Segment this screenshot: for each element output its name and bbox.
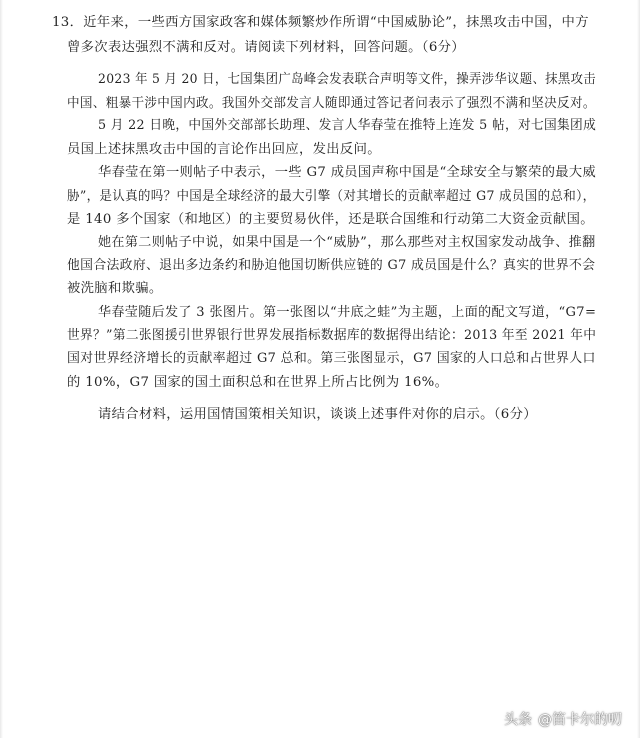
material-p5-line-2: 世界？”第二张图援引世界银行世界发展指标数据库的数据得出结论：2013 年至 2021 年中 <box>67 328 597 343</box>
material-p4-line-1: 她在第二则帖子中说，如果中国是一个“威胁”，那么那些对主权国家发动战争、推翻 <box>98 235 596 250</box>
material-p4-line-3: 被洗脑和欺骗。 <box>67 281 163 296</box>
toutiao-watermark <box>504 708 622 730</box>
question-line-1: 13．近年来，一些西方国家政客和媒体频繁炒作所谓“中国威胁论”，抹黑攻击中国，中方 <box>52 15 589 30</box>
task-line: 请结合材料，运用国情国策相关知识，谈谈上述事件对你的启示。（6分） <box>98 407 537 422</box>
material-p5-line-4: 的 10%，G7 国家的国土面积总和在世界上所占比例为 16%。 <box>67 375 449 390</box>
material-p4-line-2: 他国合法政府、退出多边条约和胁迫他国切断供应链的 G7 成员国是什么？真实的世界不会 <box>67 258 596 273</box>
material-p2-line-1: 5 月 22 日晚，中国外交部部长助理、发言人华春莹在推特上连发 5 帖，对七国集团成 <box>98 118 597 133</box>
material-p1-line-2: 中国、粗暴干涉中国内政。我国外交部发言人随即通过答记者问表示了强烈不满和坚决反对。 <box>67 96 596 111</box>
material-p3-line-3: 是 140 多个国家（和地区）的主要贸易伙伴，还是联合国维和行动第二大资金贡献国。 <box>67 212 594 227</box>
material-p5-line-1: 华春莹随后发了 3 张图片。第一张图以“井底之蛙”为主题，上面的配文写道，“G7= <box>98 305 597 320</box>
material-p1-line-1: 2023 年 5 月 20 日，七国集团广岛峰会发表联合声明等文件，操弄涉华议题、抹黑攻击 <box>98 72 596 87</box>
material-p3-line-2: 胁”，是认真的吗？中国是全球经济的最大引擎（对其增长的贡献率超过 G7 成员国的总和）， <box>67 189 596 204</box>
material-p3-line-1: 华春莹在第一则帖子中表示，一些 G7 成员国声称中国是“全球安全与繁荣的最大威 <box>98 165 597 180</box>
material-p2-line-2: 员国上述抹黑攻击中国的言论作出回应，发出反问。 <box>67 142 381 157</box>
material-p5-line-3: 国对世界经济增长的贡献率超过 G7 总和。第三张图显示，G7 国家的人口总和占世界人口 <box>67 351 596 366</box>
question-line-2: 曾多次表达强烈不满和反对。请阅读下列材料，回答问题。（6分） <box>67 40 465 55</box>
watermark-source: 头条 <box>504 712 532 728</box>
watermark-author: @笛卡尔的叨 <box>538 712 622 728</box>
